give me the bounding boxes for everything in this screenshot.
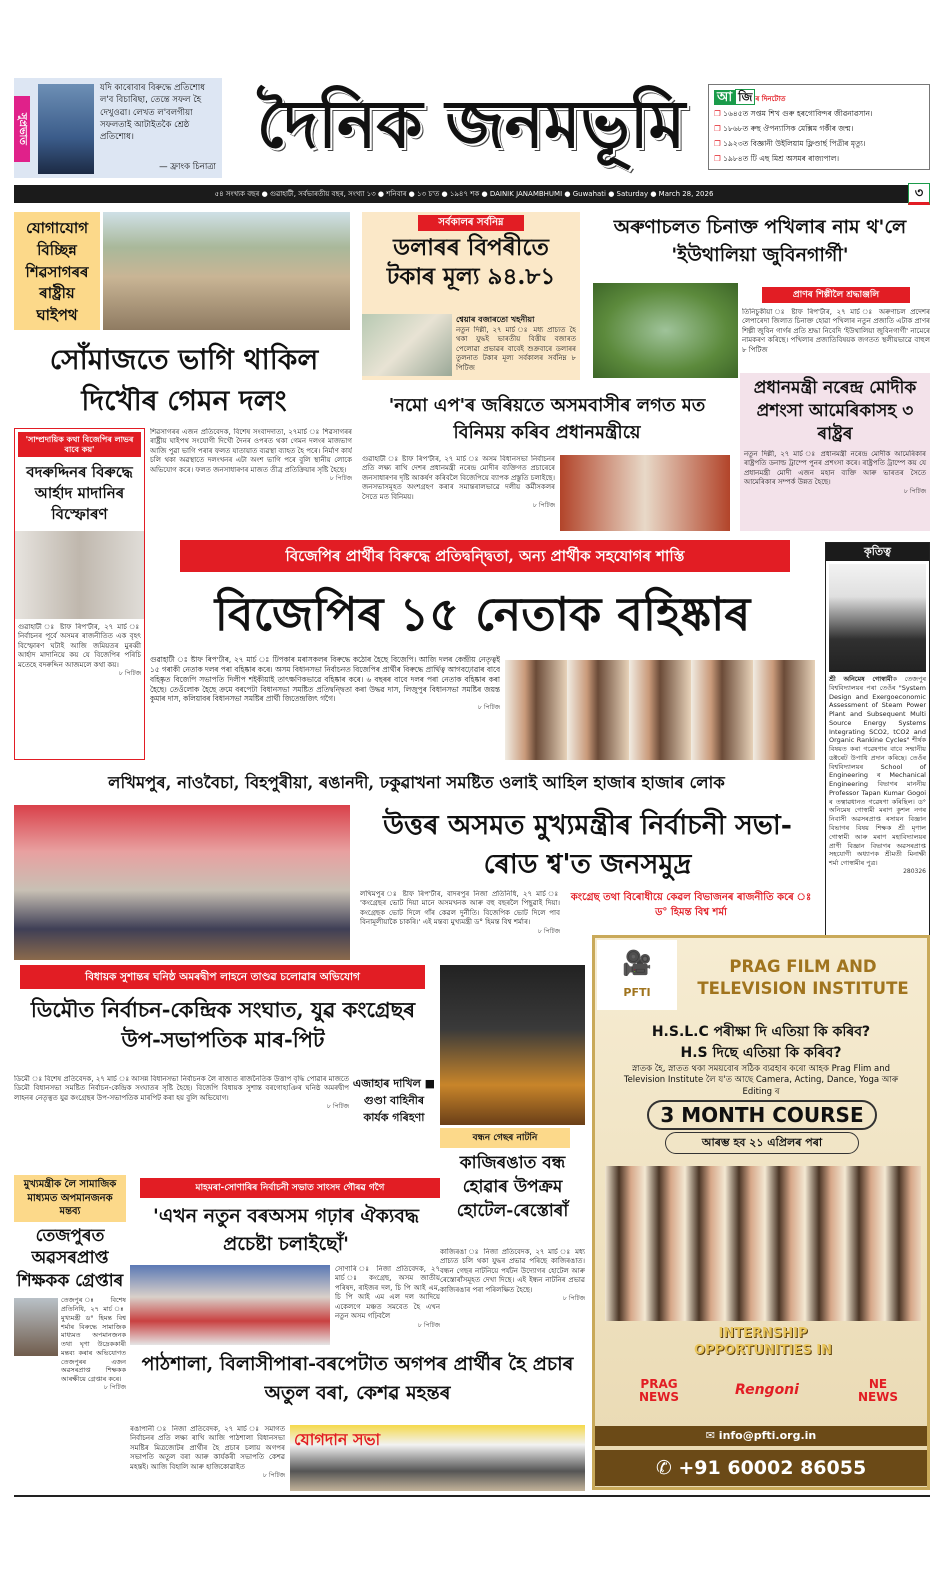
achievement-label: কৃতিত্ব: [826, 543, 929, 561]
agp-photo: [290, 1425, 585, 1491]
rupee-label: সৰ্বকালৰ সৰ্বনিম্ন: [418, 215, 524, 231]
agp-title: পাঠশালা, বিলাসীপাৰা-বৰপেটাত অগপৰ প্ৰাৰ্থীৰ হৈ প্ৰচাৰ অতুল বৰা, কেশৱ মহন্তৰ: [141, 1353, 574, 1404]
crowd-photo: [440, 965, 585, 1125]
kaziranga-body: কাজিৰঙা ঃ নিজা প্ৰতিবেদক, ২৭ মাৰ্চ ঃ মধ্য প্ৰাচ্যত চলি থকা যুদ্ধৰ প্ৰভাৱ পৰিছে কাজিৰঙাত। বন্ধন গেছৰ নাটনিয়ে পৰ্যটন উদ্যোগৰ হোটেল আৰু ৰেস্তোৰাঁসমূহত দেখা দিছে। এই ইন্ধন নাটনিৰ প্ৰভাৱ কাজিৰঙাৰ পৰা পৰিলক্ষিত হৈছে। ৮ পিটিজ: [440, 1248, 585, 1303]
phone-icon: ✆: [655, 1457, 679, 1479]
pfti-q1: H.S.L.C পৰীক্ষা দি এতিয়া কি কৰিব?: [651, 1024, 871, 1040]
teacher-title2: তেজপুৰত অৱসৰপ্ৰাপ্ত শিক্ষকক গ্ৰেপ্তাৰ: [16, 1225, 124, 1292]
today-item: ❐ ১৯৮৪ত টি এছ মিশ্ৰ অসমৰ ৰাজ্যপাল।: [714, 154, 840, 163]
praise-title: প্ৰধানমন্ত্ৰী নৰেন্দ্ৰ মোদীক প্ৰশংসা আমেৰিকাসহ ৩ ৰাষ্ট্ৰৰ: [753, 378, 917, 444]
pfti-q2: H.S দিছে এতিয়া কি কৰিব?: [680, 1045, 842, 1061]
bridge-body: শিৱসাগৰৰ এজন প্ৰতিবেদক, বিশেষ সংবাদদাতা, ২৭মাৰ্চ ঃ শিৱসাগৰৰ ৰাষ্ট্ৰীয় ঘাইপথ সংযোগী দিখৌ দৈনৰ ওপৰত থকা গেমন দলংৰ মাজভাগ আজি পুৱা ভাগি পৰাৰ ফলত যাতায়াত ব্যৱস্থা ব্যাহত হৈ পৰে। নিৰ্মাণ কাৰ্য চলি থকা অৱস্থাতে দলংখনৰ এটা অংশ ভাগি পৰে বুলি স্থানীয় লোকে অভিযোগ কৰে। ফলত জনসাধাৰণৰ মাজত তীব্ৰ প্ৰতিক্ৰিয়াৰ সৃষ্টি হৈছে। ৮ পিটিজ: [150, 428, 352, 483]
teacher-photo: [14, 1298, 58, 1356]
butterfly-body: তিনিচুকীয়া ঃ ষ্টাফ ৰিপ'ৰ্টাৰ, ২৭ মাৰ্চ ঃ অৰুণাচল প্ৰদেশৰ লেপাৰেদা জিলাত চিনাক্ত হোৱা পখিলাৰ নতুন প্ৰজাতি এটাক প্ৰাণৰ শিল্পী জুবিন গাৰ্গৰ প্ৰতি শ্ৰদ্ধা নিবেদি 'ইউথালিয়া জুবিনগাৰ্গী' নামেৰে নামকৰণ কৰিছে। পখিলাৰ প্ৰজাতিবিষয়ক জগতত স্থলীয়ভাৱে বাহুল ৮ পিটিজ: [742, 308, 930, 354]
highway-photo: [103, 212, 350, 330]
email-icon: ✉: [705, 1429, 719, 1442]
dateline-text: ৫৪ সংখ্যক বছৰ ● গুৱাহাটী, সৰ্বভাৰতীয় বছৰ, সংখ্যা ১৩ ● শনিবাৰ ● ১৩ চ'ত ● ১৯৪৭ শক ● DAINIK JANAMBHUMI ● Guwahati ● Saturday ● March 28, 2026: [214, 190, 714, 198]
quote-box: [14, 78, 222, 178]
brand-ne-news: NE NEWS: [857, 1377, 899, 1405]
agp-body: ৰঙাপানী ঃ নিজা প্ৰতিবেদক, ২৭ মাৰ্চ ঃ সমাগত নিৰ্বাচনৰ প্ৰতি লক্ষ্য ৰাখি আজি পাঠশালা বিধানসভা সমষ্টিৰ মিত্ৰজোটৰ প্ৰাৰ্থীৰ হৈ প্ৰচাৰ চলায় অগপৰ সভাপতি অতুল বৰা আৰু কাৰ্যকৰী সভাপতি কেশৱ মহন্তই। আজি বিহালি আৰু হাজিকোৱাইত ৮ পিটিজ: [130, 1425, 285, 1480]
quote-text: যদি কাৰোবাৰ বিৰুদ্ধে প্ৰতিশোধ ল'ব বিচাৰিছা, তেন্তে সফল হৈ দেখুওৱা। লেখত ল'বলগীয়া সফলতাই আটাইতকৈ শ্ৰেষ্ঠ প্ৰতিশোধ।: [100, 83, 205, 143]
today-item: ❐ ১৮৬৮ত ৰুছ ঔপন্যাসিক মেক্সিম গৰ্কীৰ জন্ম।: [714, 124, 854, 133]
teacher-title: মুখ্যমন্ত্ৰীক লৈ সামাজিক মাধ্যমত অপমানজনক মন্তব্য: [14, 1175, 126, 1222]
sonari-photo: [130, 1265, 330, 1345]
rupee-title: ডলাৰৰ বিপৰীতে টকাৰ মূল্য ৯৪.৮১: [386, 234, 556, 290]
madani-title: বদৰুদ্দিনৰ বিৰুদ্ধে আৰ্হাদ মাদানিৰ বিস্ফোৰণ: [26, 462, 133, 523]
story-praise: [740, 373, 930, 531]
pfti-title: PRAG FILM AND TELEVISION INSTITUTE: [697, 957, 909, 999]
today-label-c: ৰ দিনটোত: [755, 95, 786, 103]
butterfly-title: অৰুণাচলত চিনাক্ত পখিলাৰ নাম থ'লে 'ইউথালিয়া জুবিনগাৰ্গী': [613, 216, 907, 266]
madani-body: গুৱাহাটী ঃ ষ্টাফ ৰিপ'ৰ্টাৰ, ২৭ মাৰ্চ ঃ নিৰ্বাচনৰ পূৰ্বে অসমৰ ৰাজনীতিত এক বৃহৎ বিস্ফোৰণ ঘটাই আজি জমিয়তৰ মুৰব্বী আৰ্হাদ মাদানিয়ে কয় যে বিজেপিৰ পৰিচি মতেহে বদৰুদ্দিন আজমলে কথা কয়। ৮ পিটিজ: [18, 622, 141, 677]
pfti-start: আৰম্ভ হব ২১ এপ্ৰিলৰ পৰা: [665, 1132, 859, 1154]
cm-rally-strap: লখিমপুৰ, নাওবৈচা, বিহপুৰীয়া, ৰঙানদী, ঢকুৱাখনা সমষ্টিত ওলাই আহিল হাজাৰ হাজাৰ লোক: [108, 773, 725, 792]
kaziranga-label: বন্ধন গেছৰ নাটনি: [440, 1128, 570, 1148]
quote-portrait: [38, 84, 94, 174]
cm-rally-quote: কংগ্ৰেছ তথা বিৰোধীয়ে কেৱল বিভাজনৰ ৰাজনীতি কৰে ঃ ড° হিমন্ত বিশ্ব শৰ্মা: [570, 892, 812, 918]
today-label-a: আ: [714, 90, 735, 105]
pfti-internship: INTERNSHIP OPPORTUNITIES IN: [694, 1326, 832, 1358]
bjp-title: বিজেপিৰ ১৫ নেতাক বহিষ্কাৰ: [214, 587, 751, 641]
achievement-box: [825, 542, 930, 936]
sonari-body: সোণাৰি ঃ নিজা প্ৰতিবেদক, ২৭ মাৰ্চ ঃ কংগ্ৰেছ, অসম জাতীয় পৰিষদ, ৰাইজৰ দল, চি পি আই এম, চি পি আই এম এল দল আদিয়ে একেলগে মঞ্চত সমবেত হৈ এখন নতুন অসম গঢ়িবলৈ ৮ পিটিজ: [335, 1265, 440, 1329]
sonari-banner: মাহমৰা-সোণাৰিৰ নিৰ্বাচনী সভাত সাংসদ গৌৰৱ গগৈ: [140, 1178, 440, 1198]
pfti-phone[interactable]: ✆ +91 60002 86055: [595, 1450, 927, 1486]
achievement-body: শ্ৰী অনিমেষ গোস্বামীক তেজপুৰ বিশ্ববিদ্যালয়ৰ পৰা তেওঁৰ "System Design and Exergoeconomic Assessment of Steam Power Plant and Subsequent Multi Source Energy Systems Integrating SCO2, tCO2 and Organic Rankine Cycles" শীৰ্ষক বিষয়ত কৰা গৱেষণাৰ বাবে সন্মানীয় ডক্টৰেট উপাধি প্ৰদান কৰিছে। তেওঁৰ বিশ্ববিদ্যালয়ৰ School of Engineering ৰ Mechanical Engineering বিভাগৰ মাননীয় Professor Tapan Kumar Gogoi ৰ তত্বাৱধানত গৱেষণা কৰিছিল। ড° অনিমেষ গোস্বামী মৰাণ কুশল নগৰ নিবাসী অৱসৰপ্ৰাপ্ত ৰসায়ন বিজ্ঞান বিভাগৰ বিষয় শিক্ষক শ্ৰী মৃণাল গোস্বামী আৰু মৰাণ মহাবিদ্যালয়ৰ প্ৰাণী বিজ্ঞান বিভাগৰ অৱসৰপ্ৰাপ্ত সহযোগী অধ্যাপক শ্ৰীমতী মিনাক্ষী শৰ্মা গোস্বামীৰ পুত্ৰ। 280326: [829, 675, 926, 875]
cm-rally-body: লখিমপুৰ ঃ ষ্টাফ ৰিপ'ৰ্টাৰ, বাদৰপুৰ নিজা প্ৰতিনিধি, ২৭ মাৰ্চ ঃ 'কংগ্ৰেছৰ ভোট দিয়া মানে অসমখনক আৰু বহু বছৰলৈ পিছুৱাই দিয়া। কংগ্ৰেছক ভোট দিলে গাঁৰ কেৱল দুৰ্নীতি। বিজেপিক ভোট দিলে পাব বিনামূলীয়াকৈ চাকৰি।' এই মন্তব্য মুখ্যমন্ত্ৰী ড° হিমন্ত বিশ্ব শৰ্মাৰ। ৮ পিটিজ: [360, 890, 560, 935]
madani-photo: [15, 531, 144, 619]
namo-body: গুৱাহাটী ঃ ষ্টাফ ৰিপ'ৰ্টাৰ, ২৭ মাৰ্চ ঃ অসম বিধানসভা নিৰ্বাচনৰ প্ৰতি লক্ষ্য ৰাখি দেশৰ প্ৰধানমন্ত্ৰী নৰেন্দ্ৰ মোদীৰ ব্যক্তিগত প্ৰচাৰেৰে জনসাধাৰণৰ দৃষ্টি আকৰ্ষণ কৰিবলৈ বিজেপিয়ে ব্যাপক প্ৰস্তুতি চলাইছে। জনসভাসমূহত অংশগ্ৰহণ কৰাৰ সমান্তৰালভাৱে দলীয় কৰ্মীসকলৰ সৈতে মত বিনিময়। ৮ পিটিজ: [362, 455, 555, 510]
story-teacher-arrest: [14, 1175, 126, 1490]
brand-rengoni: Rengoni: [735, 1382, 799, 1398]
rupee-subtitle: শ্বেয়াৰ বজাৰতো খহনীয়া: [456, 315, 535, 324]
achievement-photo: [829, 564, 926, 672]
bottom-rule: [14, 1495, 930, 1497]
dimow-body: ডিমৌ ঃ বিশেষ প্ৰতিবেদক, ২৭ মাৰ্চ ঃ আসন্ন বিধানসভা নিৰ্বাচনক লৈ ৰাজ্যত ৰাজনৈতিক উত্তাপ বৃদ্ধি পোৱাৰ মাজতে ডিমৌ বিধানসভা সমষ্টিত নিৰ্বাচন-কেন্দ্ৰিক সংঘাতৰ সৃষ্টি হৈছে। বিজেপি বিধায়ক সুশান্ত বৰগোহাঞিৰ ঘনিষ্ঠ অমৰদ্বীপ লাহনৰ নেতৃত্বত যুৱ কংগ্ৰেছৰ উপ-সভাপতিক মাৰপিট কৰা হয় বুলি অভিযোগ। ৮ পিটিজ: [14, 1075, 349, 1111]
bjp-body: গুৱাহাটী ঃ ষ্টাফ ৰিপ'ৰ্টাৰ, ২৭ মাৰ্চ ঃ টিপকাৰ মৰাসকলৰ বিৰুদ্ধে কঠোৰ হৈছে বিজেপি। আজি দলৰ কেন্দ্ৰীয় নেতৃত্বই ১৫ গৰাকী নেতাক দলৰ পৰা বহিষ্কাৰ কৰে। অসম বিধানসভা নিৰ্বাচনত বিজেপিৰ প্ৰাৰ্থীৰ বিৰুদ্ধে প্ৰাৰ্থিত্ব আগবঢ়োৱাৰ বাবে বহিষ্কৃত বিজেপি সভাপতি দিলীপ শইকীয়াই তাৎক্ষণিকভাৱে বহিষ্কাৰ কৰে। ৬ বছৰৰ বাবে দলৰ পৰা নেতাক বহিষ্কাৰ কৰা হৈছে। তেওঁলোক হৈছে ক্ৰমে বৰপেটা বিধানসভা সমষ্টিত প্ৰতিদ্বন্দ্বিতা কৰা উদ্ধৱ দাস, লিজুপুৰ বিধানসভা সমষ্টিৰ জয়ন্ত কুমাৰ দাস, কলিয়াবৰ বিধানসভা সমষ্টিৰ প্ৰাৰ্থী জিতেন্দ্ৰজিৎ গগৈ। ৮ পিটিজ: [150, 655, 500, 712]
praise-body: নতুন দিল্লী, ২৭ মাৰ্চ ঃ প্ৰধানমন্ত্ৰী নৰেন্দ্ৰ মোদীক আমেৰিকাৰ ৰাষ্ট্ৰপতি ডনাল্ড ট্ৰাম্পে পুনৰ প্ৰশংসা কৰে। ৰাষ্ট্ৰপতি ট্ৰাম্পে কয় যে প্ৰধানমন্ত্ৰী মোদী এজন মহান ব্যক্তি আৰু ভাৰতৰ সৈতে আমেৰিকাৰ সম্পৰ্ক উন্নত হৈছে। ৮ পিটিজ: [744, 449, 926, 495]
brand-prag-news: PRAG NEWS: [638, 1377, 680, 1405]
sonari-title: 'এখন নতুন বৰঅসম গঢ়াৰ ঐক্যবদ্ধ প্ৰচেষ্টা চলাইছোঁ': [153, 1205, 419, 1255]
currency-photo: [362, 314, 452, 376]
modi-photo: [560, 455, 730, 531]
story-rupee: [362, 212, 580, 380]
today-item: ❐ ১৬৪৫ত সপ্তম শিখ গুৰু হৰগোবিন্দৰ জীৱনাৱসান।: [714, 109, 873, 118]
butterfly-photo: [593, 283, 738, 378]
masthead-title: দৈনিক জনমভূমি: [256, 85, 686, 163]
pfti-logo: 🎥 PFTI: [597, 940, 677, 1010]
story-madani: [14, 428, 145, 760]
students-photo: [605, 1166, 921, 1321]
pfti-advertisement[interactable]: [592, 935, 930, 1490]
dimow-banner: বিধায়ক সুশান্তৰ ঘনিষ্ঠ অমৰদ্বীপ লাহনে তাণ্ডৱ চলোৱাৰ অভিযোগ: [20, 965, 425, 989]
teacher-body: তেজপুৰ ঃ বিশেষ প্ৰতিনিধি, ২৭ মাৰ্চ ঃ মুখ্যমন্ত্ৰী ড° হিমন্ত বিশ্ব শৰ্মাৰ বিৰুদ্ধে সামাজিক মাধ্যমত অপমানজনক তথা ঘৃণা উদ্ৰেককাৰী মন্তব্য কৰাৰ অভিযোগত তেজপুৰৰ এজন অৱসৰপ্ৰাপ্ত শিক্ষকক আৰক্ষীয়ে গ্ৰেপ্তাৰ কৰে। ৮ পিটিজ: [61, 1296, 126, 1391]
agp-photo-caption: যোগদান সভা: [294, 1430, 381, 1449]
butterfly-label: প্ৰাণৰ শিল্পীলৈ শ্ৰদ্ধাঞ্জলি: [762, 287, 910, 303]
dateline-bar: [14, 185, 914, 203]
cm-rally-title: উত্তৰ অসমত মুখ্যমন্ত্ৰীৰ নিৰ্বাচনী সভা-ৰোড শ্ব'ত জনসমুদ্ৰ: [383, 810, 792, 881]
today-item: ❐ ১৯২৩ত বিজ্ঞানী উইলিয়াম ফ্লিণ্ডাৰ্ছ পিত্ৰীৰ মৃত্যু।: [714, 139, 866, 148]
camera-icon: 🎥: [622, 949, 652, 977]
pfti-course: 3 MONTH COURSE: [647, 1100, 877, 1130]
pfti-desc: স্নাতক হৈ, স্নাতত থকা সময়বোৰ সঠিক ব্যৱহাৰ কৰো আহক Prag Flim and Television Institute লৈ য'ত আছে Camera, Acting, Dance, Yoga আৰু Editing ৰ: [623, 1064, 899, 1097]
rupee-body: নতুন দিল্লী, ২৭ মাৰ্চ ঃ মধ্য প্ৰাচ্যত হৈ থকা যুদ্ধই ভাৰতীয় বিত্তীয় বজাৰত পেলোৱা প্ৰভাৱৰ বাবেই শুক্ৰবাৰে ডলাৰৰ তুলনাত টকাৰ মূল্য সৰ্বকালৰ সৰ্বনিম্ন ৮ পিটিজ: [456, 326, 576, 372]
dimow-title: ডিমৌত নিৰ্বাচন-কেন্দ্ৰিক সংঘাত, যুৱ কংগ্ৰেছৰ উপ-সভাপতিক মাৰ-পিট: [30, 997, 416, 1053]
expelled-leaders-photos: [505, 660, 815, 760]
bjp-banner: বিজেপিৰ প্ৰাৰ্থীৰ বিৰুদ্ধে প্ৰতিদ্বন্দ্বিতা, অন্য প্ৰাৰ্থীক সহযোগৰ শাস্তি: [180, 540, 790, 572]
story-highway-title: যোগাযোগ বিচ্ছিন্ন শিৱসাগৰৰ ৰাষ্ট্ৰীয় ঘাইপথ: [14, 212, 100, 330]
cm-rally-photo: [14, 805, 350, 960]
madani-label: 'সাম্প্ৰদায়িক কথা বিজেপিৰ লাভৰ বাবে কয়': [18, 432, 141, 457]
namo-title: 'নমো এপ'ৰ জৰিয়তে অসমবাসীৰ লগত মত বিনিময় কৰিব প্ৰধানমন্ত্ৰীয়ে: [388, 395, 706, 443]
bridge-title: সোঁমাজতে ভাগি থাকিল দিখৌৰ গেমন দলং: [49, 343, 319, 417]
pfti-email[interactable]: ✉ info@pfti.org.in: [595, 1426, 927, 1446]
dimow-side: এজাহাৰ দাখিল ■ গুণ্ডা বাহিনীৰ কাৰ্যক গৰিহণা: [352, 1077, 436, 1125]
quote-author: — ফ্ৰাংক চিনাত্ৰা: [159, 162, 216, 172]
today-in-history: [708, 84, 930, 170]
page-number: ৩: [908, 183, 930, 205]
quote-side-label: সুপ্ৰভাত: [14, 96, 30, 162]
today-label-b: জি: [735, 89, 755, 105]
kaziranga-title: কাজিৰঙাত বন্ধ হোৱাৰ উপক্ৰম হোটেল-ৰেস্তোৰাঁ: [456, 1153, 569, 1221]
